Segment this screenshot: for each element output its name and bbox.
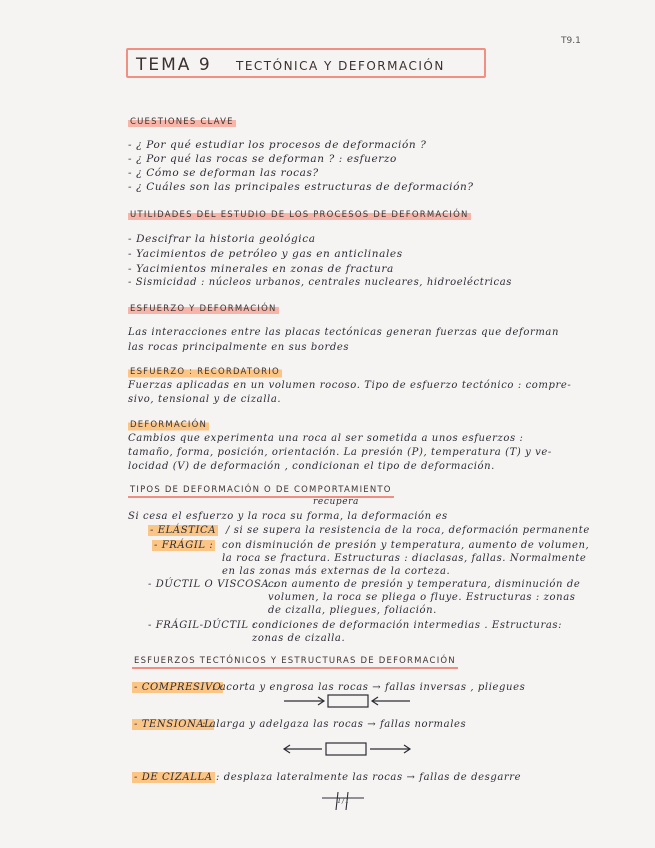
compresivo-text: : acorta y engrosa las rocas → fallas inversas , pliegues <box>212 682 526 693</box>
utilidad-2: - Yacimientos de petróleo y gas en anticlinales <box>128 248 403 260</box>
title-main: TEMA 9 <box>136 55 212 75</box>
deformacion-line-1: Cambios que experimenta una roca al ser sometida a unos esfuerzos : <box>128 433 524 444</box>
esfuerzo-rec-line-2: sivo, tensional y de cizalla. <box>128 394 282 405</box>
heading-cuestiones: CUESTIONES CLAVE <box>130 117 234 127</box>
fragil-line-2: la roca se fractura. Estructuras : diaclasas, fallas. Normalmente <box>222 553 587 564</box>
fragil-line-1: con disminución de presión y temperatura, aumento de volumen, <box>222 540 590 551</box>
utilidad-3: - Yacimientos minerales en zonas de fractura <box>128 263 394 275</box>
elastica-text: / si se supera la resistencia de la roca, deformación permanente <box>226 525 590 536</box>
tension-diagram <box>282 740 412 758</box>
caret-note: recupera <box>313 497 360 507</box>
heading-tipos: TIPOS DE DEFORMACIÓN O DE COMPORTAMIENTO <box>128 484 394 498</box>
cizalla-label: - DE CIZALLA <box>134 772 213 783</box>
esfuerzo-def-line-2: las rocas principalmente en sus bordes <box>128 342 350 353</box>
compression-diagram <box>282 692 412 710</box>
heading-esfuerzo-deformacion: ESFUERZO Y DEFORMACIÓN <box>130 304 277 314</box>
fragil-ductil-line-2: zonas de cizalla. <box>252 633 346 644</box>
compresivo-label: - COMPRESIVO <box>134 682 222 693</box>
ductil-line-3: de cizalla, pliegues, foliación. <box>268 605 437 616</box>
fragil-line-3: en las zonas más externas de la corteza. <box>222 566 451 577</box>
ductil-line-1: con aumento de presión y temperatura, disminución de <box>268 579 581 590</box>
esfuerzo-rec-line-1: Fuerzas aplicadas en un volumen rocoso. Tipo de esfuerzo tectónico : compre- <box>128 380 572 391</box>
tensional-label: - TENSIONAL <box>134 719 212 730</box>
cuestion-4: - ¿ Cuáles son las principales estructuras de deformación? <box>128 181 474 193</box>
cizalla-text: : desplaza lateralmente las rocas → fallas de desgarre <box>216 772 522 783</box>
deformacion-line-3: locidad (V) de deformación , condicionan el tipo de deformación. <box>128 461 495 472</box>
cuestion-1: - ¿ Por qué estudiar los procesos de deformación ? <box>128 139 427 151</box>
tensional-text: : alarga y adelgaza las rocas → fallas normales <box>202 719 467 730</box>
cuestion-2: - ¿ Por qué las rocas se deforman ? : esfuerzo <box>128 153 397 165</box>
heading-esfuerzo-recordatorio: ESFUERZO : RECORDATORIO <box>130 367 280 377</box>
cuestion-3: - ¿ Cómo se deforman las rocas? <box>128 167 319 179</box>
utilidad-4: - Sismicidad : núcleos urbanos, centrales nucleares, hidroeléctricas <box>128 277 513 288</box>
tipos-intro: Si cesa el esfuerzo y la roca su forma, la deformación es <box>128 511 448 522</box>
heading-utilidades: UTILIDADES DEL ESTUDIO DE LOS PROCESOS DE DEFORMACIÓN <box>130 210 469 220</box>
elastica-label: - ELÁSTICA <box>150 525 217 536</box>
fragil-ductil-line-1: condiciones de deformación intermedias . Estructuras: <box>252 620 563 631</box>
title-sub: TECTÓNICA Y DEFORMACIÓN <box>236 59 445 73</box>
fragil-label: - FRÁGIL : <box>154 540 214 551</box>
page-number: T9.1 <box>561 36 581 46</box>
deformacion-line-2: tamaño, forma, posición, orientación. La presión (P), temperatura (T) y ve- <box>128 447 552 458</box>
ductil-line-2: volumen, la roca se pliega o fluye. Estructuras : zonas <box>268 592 576 603</box>
utilidad-1: - Descifrar la historia geológica <box>128 233 316 245</box>
heading-esfuerzos-tectonicos: ESFUERZOS TECTÓNICOS Y ESTRUCTURAS DE DEFORMACIÓN <box>132 655 458 669</box>
footer-mark: 1/1 <box>337 797 351 805</box>
fragil-ductil-label: - FRÁGIL-DÚCTIL : <box>148 620 257 631</box>
heading-deformacion: DEFORMACIÓN <box>130 420 208 430</box>
esfuerzo-def-line-1: Las interacciones entre las placas tectónicas generan fuerzas que deforman <box>128 327 560 338</box>
ductil-label: - DÚCTIL O VISCOSA : <box>148 579 277 590</box>
